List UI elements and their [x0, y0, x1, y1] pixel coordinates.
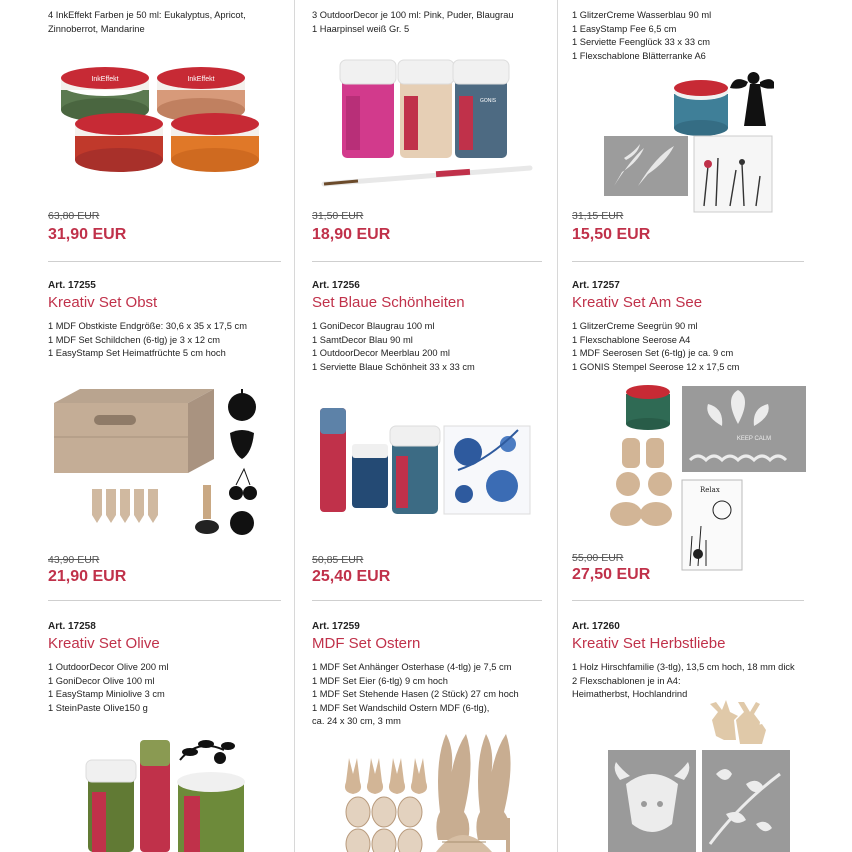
- obstkiste-image: [50, 385, 265, 540]
- steinpaste-jar: [177, 772, 245, 852]
- product-card[interactable]: [312, 621, 552, 729]
- article-number: Art. 17258: [48, 621, 96, 632]
- product-card[interactable]: [312, 280, 552, 374]
- seerose-stencil: [682, 386, 806, 472]
- seerose-stamp: [682, 480, 742, 570]
- svg-text:Relax: Relax: [700, 486, 720, 494]
- article-number: Art. 17257: [572, 280, 620, 291]
- svg-text:GONIS: GONIS: [479, 98, 497, 104]
- product-description: 1 Holz Hirschfamilie (3-tlg), 13,5 cm hoch, 18 mm dick 2 Flexschablonen je in A4: Heimatherbst, Hochlandrind: [572, 662, 795, 700]
- article-number: Art. 17255: [48, 280, 96, 291]
- samtdecor-jar: [352, 444, 388, 508]
- jar-zinnoberrot: [75, 113, 163, 172]
- blue-flower-napkin: [444, 426, 530, 514]
- fairy-stamp: [730, 72, 774, 126]
- stehende-hasen: [436, 734, 510, 840]
- product-description: 1 MDF Set Anhänger Osterhase (4-tlg) je 7,5 cm 1 MDF Set Eier (6-tlg) 9 cm hoch 1 MDF Set Stehende Hasen (2 Stück) 27 cm hoch 1 MDF Set Wandschild Ostern MDF (6-tlg), ca. 24 x 30 cm, 3 mm: [312, 662, 519, 727]
- product-title: Kreativ Set Olive: [48, 635, 160, 652]
- glitzercreme-jar: [674, 80, 728, 136]
- gonidecor-tube: [320, 408, 346, 512]
- article-number: Art. 17260: [572, 621, 620, 632]
- old-price: 50,85 EUR: [312, 554, 364, 566]
- product-card[interactable]: [48, 9, 288, 36]
- sale-price: 18,90 EUR: [312, 226, 391, 243]
- fee-set-image: [604, 66, 774, 214]
- stamp-handle: [195, 485, 219, 534]
- product-description: 1 MDF Obstkiste Endgröße: 30,6 x 35 x 17,5 cm 1 MDF Set Schildchen (6-tlg) je 3 x 12 cm 1 EasyStamp Set Heimatfrüchte 5 cm hoch: [48, 321, 247, 359]
- jar-mandarine: [171, 113, 259, 172]
- product-description: 1 GoniDecor Blaugrau 100 ml 1 SamtDecor Blau 90 ml 1 OutdoorDecor Meerblau 200 ml 1 Serviette Blaue Schönheit 33 x 33 cm: [312, 321, 475, 372]
- sale-price: 15,50 EUR: [572, 226, 651, 243]
- old-price: 31,50 EUR: [312, 210, 364, 222]
- svg-text:InkEffekt: InkEffekt: [187, 76, 215, 83]
- row-divider: [572, 261, 804, 262]
- product-card[interactable]: [572, 280, 812, 374]
- row-divider: [48, 261, 281, 262]
- glitzercreme-seegruen-jar: [626, 385, 670, 430]
- napkin: [694, 136, 772, 212]
- easystamp-olive: [180, 740, 235, 764]
- bottle-blaugrau: [453, 60, 509, 158]
- product-card[interactable]: [48, 280, 288, 361]
- outdoordecor-bottles-image: [318, 56, 533, 191]
- product-description: 3 OutdoorDecor je 100 ml: Pink, Puder, Blaugrau 1 Haarpinsel weiß Gr. 5: [312, 10, 514, 34]
- olive-set-image: [84, 736, 254, 852]
- blaue-schoenheiten-image: [318, 404, 533, 522]
- bottle-pink: [340, 60, 396, 158]
- holz-hirschfamilie: [710, 700, 766, 744]
- svg-text:InkEffekt: InkEffekt: [91, 76, 119, 83]
- row-divider: [312, 600, 542, 601]
- svg-text:KEEP CALM: KEEP CALM: [736, 436, 772, 442]
- product-description: 1 OutdoorDecor Olive 200 ml 1 GoniDecor Olive 100 ml 1 EasyStamp Miniolive 3 cm 1 SteinPaste Olive150 g: [48, 662, 169, 713]
- hochlandrind-stencil: [608, 750, 696, 852]
- product-title: Set Blaue Schönheiten: [312, 294, 465, 311]
- old-price: 55,00 EUR: [572, 552, 624, 564]
- leaf-stencil: [604, 136, 688, 196]
- product-title: Kreativ Set Am See: [572, 294, 703, 311]
- sale-price: 25,40 EUR: [312, 568, 391, 585]
- sale-price: 31,90 EUR: [48, 226, 127, 243]
- osterhase-anhaenger: [345, 758, 427, 794]
- product-description: 4 InkEffekt Farben je 50 ml: Eukalyptus, Apricot, Zinnoberrot, Mandarine: [48, 10, 246, 34]
- product-description: 1 GlitzerCreme Wasserblau 90 ml 1 EasyStamp Fee 6,5 cm 1 Serviette Feenglück 33 x 33 cm 1 Flexschablone Blätterranke A6: [572, 10, 712, 61]
- product-description: 1 GlitzerCreme Seegrün 90 ml 1 Flexschablone Seerose A4 1 MDF Seerosen Set (6-tlg) je ca. 9 cm 1 GONIS Stempel Seerose 12 x 17,5 cm: [572, 321, 740, 372]
- fruit-stamps: [228, 389, 257, 535]
- mdf-schildchen: [92, 489, 158, 523]
- heimatherbst-stencil: [702, 750, 790, 852]
- column-divider: [557, 0, 558, 852]
- product-card[interactable]: [572, 9, 812, 63]
- sale-price: 27,50 EUR: [572, 566, 651, 583]
- herbstliebe-image: [606, 684, 796, 852]
- column-divider: [294, 0, 295, 852]
- bottle-puder: [398, 60, 454, 158]
- outdoordecor-olive-bottle: [86, 760, 136, 852]
- product-card[interactable]: [312, 9, 552, 36]
- paintbrush: [324, 168, 530, 184]
- outdoordecor-bottle: [390, 426, 440, 514]
- seerosen-mdf: [610, 438, 672, 526]
- product-title: Kreativ Set Obst: [48, 294, 158, 311]
- article-number: Art. 17256: [312, 280, 360, 291]
- row-divider: [48, 600, 281, 601]
- old-price: 63,80 EUR: [48, 210, 100, 222]
- inkeffekt-jars-image: [55, 62, 265, 177]
- row-divider: [312, 261, 542, 262]
- row-divider: [572, 600, 804, 601]
- sale-price: 21,90 EUR: [48, 568, 127, 585]
- old-price: 43,90 EUR: [48, 554, 100, 566]
- am-see-image: [598, 384, 808, 572]
- mdf-ostern-image: [340, 732, 530, 852]
- old-price: 31,15 EUR: [572, 210, 624, 222]
- article-number: Art. 17259: [312, 621, 360, 632]
- gonidecor-olive-tube: [140, 740, 170, 852]
- product-title: MDF Set Ostern: [312, 635, 421, 652]
- wooden-crate: [54, 389, 214, 473]
- product-card[interactable]: [48, 621, 288, 715]
- mdf-eier: [346, 797, 422, 852]
- product-title: Kreativ Set Herbstliebe: [572, 635, 726, 652]
